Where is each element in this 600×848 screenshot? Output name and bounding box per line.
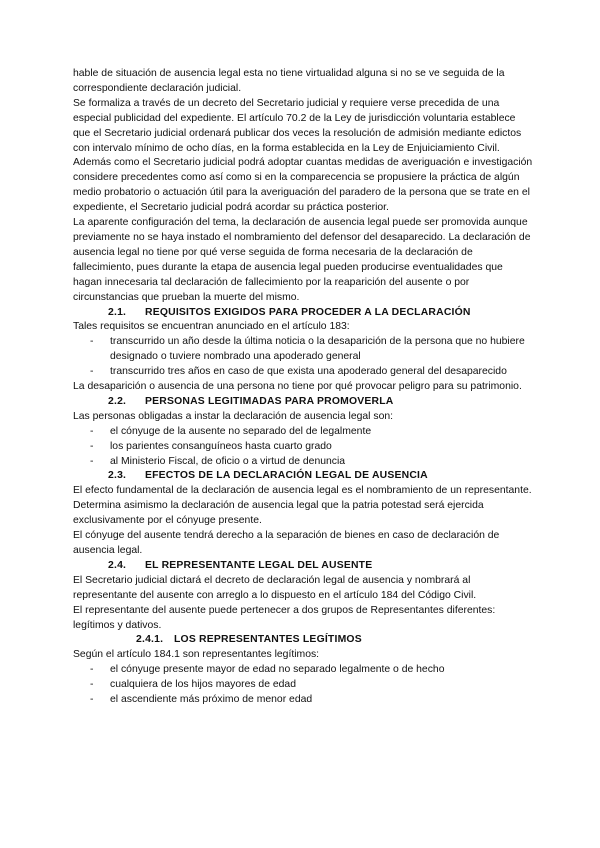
section-heading-2-4 <box>73 559 533 574</box>
requisitos-closing: La desaparición o ausencia de una persona no tiene por qué provocar peligro para su patrimonio. <box>73 381 522 393</box>
list-item: - el cónyuge de la ausente no separado del de legalmente <box>73 425 533 440</box>
representante-paragraph-1: El Secretario judicial dictará el decreto de declaración legal de ausencia y nombrará al representante del ausente con arreglo a lo dispuesto en el artículo 184 del Código Civil. <box>73 574 477 601</box>
efectos-paragraph-2: Determina asimismo la declaración de ausencia legal que la patria potestad será ejercida exclusivamente por el cónyuge presente. <box>73 500 484 527</box>
section-title: EFECTOS DE LA DECLARACIÓN LEGAL DE AUSENCIA <box>145 470 428 482</box>
section-heading-2-3 <box>73 469 533 484</box>
section-title: PERSONAS LEGITIMADAS PARA PROMOVERLA <box>145 395 394 407</box>
intro-paragraph-2: Se formaliza a través de un decreto del Secretario judicial y requiere verse precedida de una especial publicidad del expediente. El artículo 70.2 de la Ley de jurisdicción voluntaria establece que el Secretario judicial ordenará publicar dos veces la resolución de admisión mediante edictos con intervalo mínimo de ocho días, en la forma establecida en la Ley de Enjuiciamiento Civil. <box>73 97 522 154</box>
list-marker: - <box>90 366 94 378</box>
section-title: EL REPRESENTANTE LEGAL DEL AUSENTE <box>145 559 373 571</box>
list-marker: - <box>90 679 94 691</box>
list-item: - transcurrido tres años en caso de que exista una apoderado general del desaparecido <box>73 365 533 380</box>
list-item: - al Ministerio Fiscal, de oficio o a virtud de denuncia <box>73 455 533 470</box>
representante-paragraph-2: El representante del ausente puede pertenecer a dos grupos de Representantes diferentes: legítimos y dativos. <box>73 604 496 631</box>
section-title: LOS REPRESENTANTES LEGÍTIMOS <box>174 634 362 646</box>
list-marker: - <box>90 455 94 467</box>
personas-list <box>73 425 533 470</box>
list-item: - el ascendiente más próximo de menor edad <box>73 693 533 708</box>
intro-paragraph-4: La aparente configuración del tema, la declaración de ausencia legal puede ser promovida aunque previamente no se haya instado el nombramiento del defensor del desaparecido. La declaración de ausencia legal no tiene por qué verse seguida de forma necesaria de la declaración de fallecimiento, pues durante la etapa de ausencia legal pueden producirse eventualidades que hagan innecesaria tal declaración de fallecimiento por la reaparición del ausente o por circunstancias que prueban la muerte del mismo. <box>73 217 531 303</box>
section-heading-2-2 <box>73 395 533 410</box>
requisitos-list <box>73 335 533 380</box>
section-number: 2.4. <box>108 559 127 571</box>
list-item: - el cónyuge presente mayor de edad no separado legalmente o de hecho <box>73 663 533 678</box>
efectos-paragraph-1: El efecto fundamental de la declaración de ausencia legal es el nombramiento de un representante. <box>73 485 532 497</box>
section-heading-2-1 <box>73 306 533 321</box>
section-number: 2.3. <box>108 470 127 482</box>
section-heading-2-4-1 <box>73 633 533 648</box>
list-marker: - <box>90 694 94 706</box>
efectos-paragraph-3: El cónyuge del ausente tendrá derecho a la separación de bienes en caso de declaración de ausencia legal. <box>73 530 500 556</box>
legitimos-intro: Según el artículo 184.1 son representantes legítimos: <box>73 649 320 661</box>
section-title: REQUISITOS EXIGIDOS PARA PROCEDER A LA DECLARACIÓN <box>145 306 471 318</box>
intro-paragraph-3: Además como el Secretario judicial podrá adoptar cuantas medidas de averiguación e investigación considere precedentes como así como si en la comparecencia se propusiere la práctica de algún medio probatorio o actuación útil para la averiguación del paradero de la persona que se trate en el expediente, el Secretario judicial podrá acordar su práctica posterior. <box>73 157 533 214</box>
list-marker: - <box>90 336 94 348</box>
legitimos-list <box>73 663 533 708</box>
document-body <box>73 67 533 708</box>
list-marker: - <box>90 664 94 676</box>
personas-intro: Las personas obligadas a instar la declaración de ausencia legal son: <box>73 410 394 422</box>
list-marker: - <box>90 425 94 437</box>
section-number: 2.1. <box>108 306 127 318</box>
section-number: 2.4.1. <box>136 634 164 646</box>
intro-paragraph-1: hable de situación de ausencia legal esta no tiene virtualidad alguna si no se ve seguida de la correspondiente declaración judicial. <box>73 68 505 94</box>
list-marker: - <box>90 440 94 452</box>
list-item: - transcurrido un año desde la última noticia o la desaparición de la persona que no hubiere designado o tuviere nombrado una apoderado general <box>90 336 525 363</box>
section-number: 2.2. <box>108 395 127 407</box>
list-item: - cualquiera de los hijos mayores de edad <box>73 678 533 693</box>
list-item: - los parientes consanguíneos hasta cuarto grado <box>73 440 533 455</box>
requisitos-intro: Tales requisitos se encuentran anunciado en el artículo 183: <box>73 321 350 333</box>
